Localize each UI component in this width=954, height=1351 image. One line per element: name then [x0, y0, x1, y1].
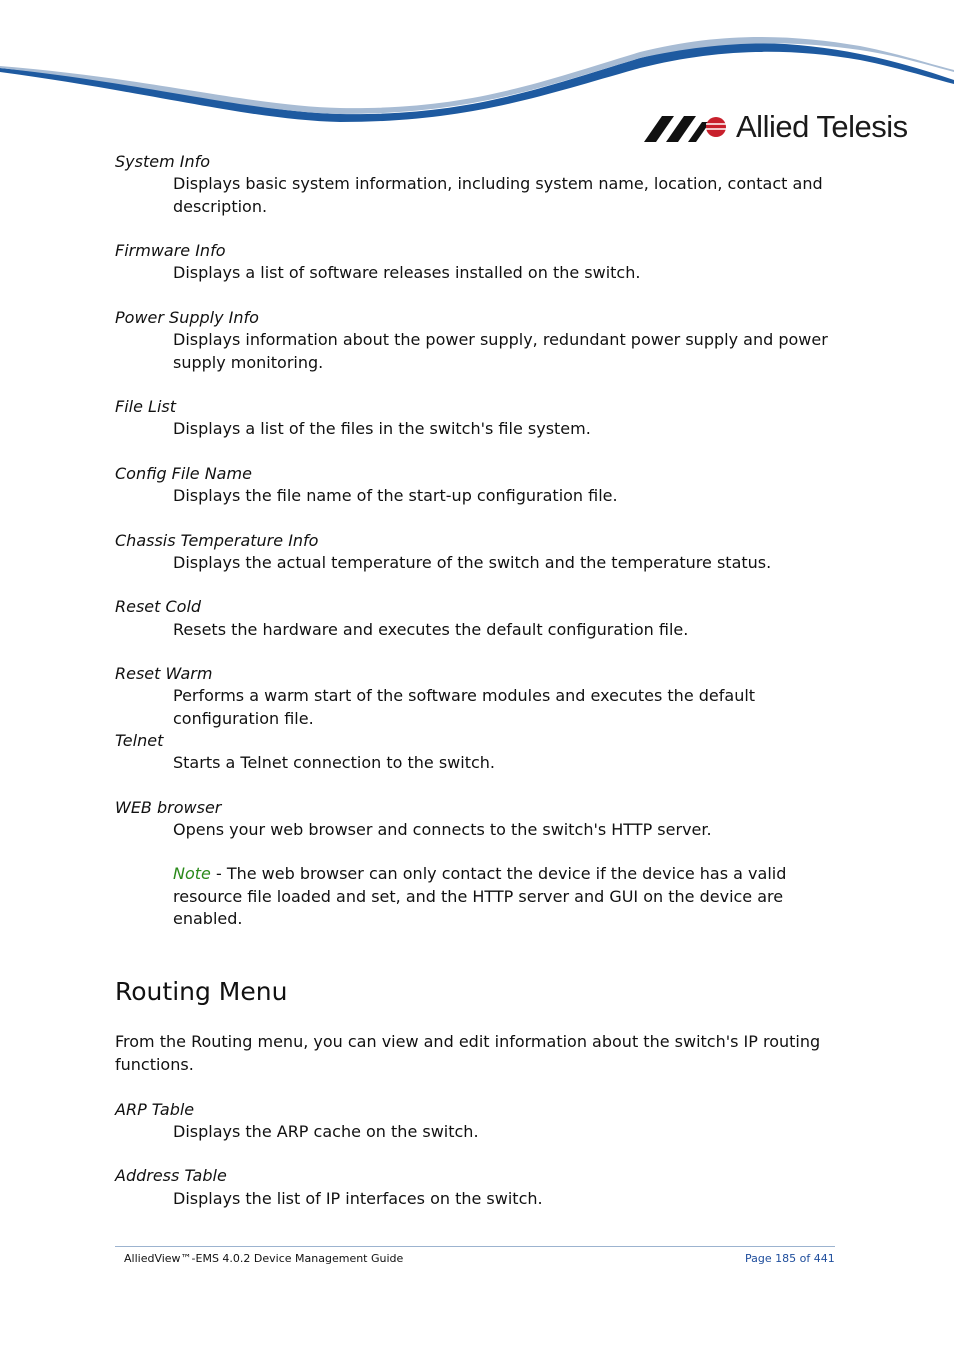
term-web-browser: WEB browser — [115, 798, 222, 817]
desc-telnet: Starts a Telnet connection to the switch. — [173, 753, 495, 772]
term-arp-table: ARP Table — [115, 1100, 195, 1119]
desc-power-supply-info: Displays information about the power supply, redundant power supply and power supply monitoring. — [173, 330, 828, 372]
term-chassis-temperature-info: Chassis Temperature Info — [115, 531, 319, 550]
term-system-info: System Info — [115, 152, 211, 171]
routing-intro: From the Routing menu, you can view and edit information about the switch's IP routing functions. — [115, 1032, 821, 1074]
desc-file-list: Displays a list of the files in the switch's file system. — [173, 419, 591, 438]
desc-firmware-info: Displays a list of software releases installed on the switch. — [173, 263, 641, 282]
term-reset-warm: Reset Warm — [115, 664, 213, 683]
desc-system-info: Displays basic system information, including system name, location, contact and description. — [173, 174, 823, 216]
desc-arp-table: Displays the ARP cache on the switch. — [173, 1122, 479, 1141]
company-logo — [644, 108, 908, 146]
desc-web-browser: Opens your web browser and connects to the switch's HTTP server. — [173, 820, 712, 839]
term-config-file-name: Config File Name — [115, 464, 252, 483]
footer-document-title: AlliedView™-EMS 4.0.2 Device Management Guide — [124, 1252, 404, 1265]
note-label: Note — [173, 864, 211, 883]
term-file-list: File List — [115, 397, 176, 416]
desc-reset-cold: Resets the hardware and executes the default configuration file. — [173, 620, 689, 639]
term-power-supply-info: Power Supply Info — [115, 308, 259, 327]
section-heading-routing-menu: Routing Menu — [115, 977, 288, 1006]
term-address-table: Address Table — [115, 1166, 227, 1185]
note-text: - The web browser can only contact the device if the device has a valid resource file loaded and set, and the HTTP server and GUI on the device are enabled. — [173, 864, 787, 928]
term-reset-cold: Reset Cold — [115, 597, 202, 616]
allied-telesis-logo-icon — [644, 112, 728, 142]
note-paragraph — [173, 863, 833, 931]
desc-chassis-temperature-info: Displays the actual temperature of the switch and the temperature status. — [173, 553, 772, 572]
footer-divider — [115, 1246, 835, 1247]
footer-page-number: Page 185 of 441 — [745, 1252, 835, 1265]
term-telnet: Telnet — [115, 731, 164, 750]
desc-reset-warm: Performs a warm start of the software modules and executes the default configuration file. — [173, 686, 756, 728]
desc-config-file-name: Displays the file name of the start-up configuration file. — [173, 486, 618, 505]
desc-address-table: Displays the list of IP interfaces on the switch. — [173, 1189, 543, 1208]
term-firmware-info: Firmware Info — [115, 241, 226, 260]
brand-name: Allied Telesis — [736, 109, 908, 144]
